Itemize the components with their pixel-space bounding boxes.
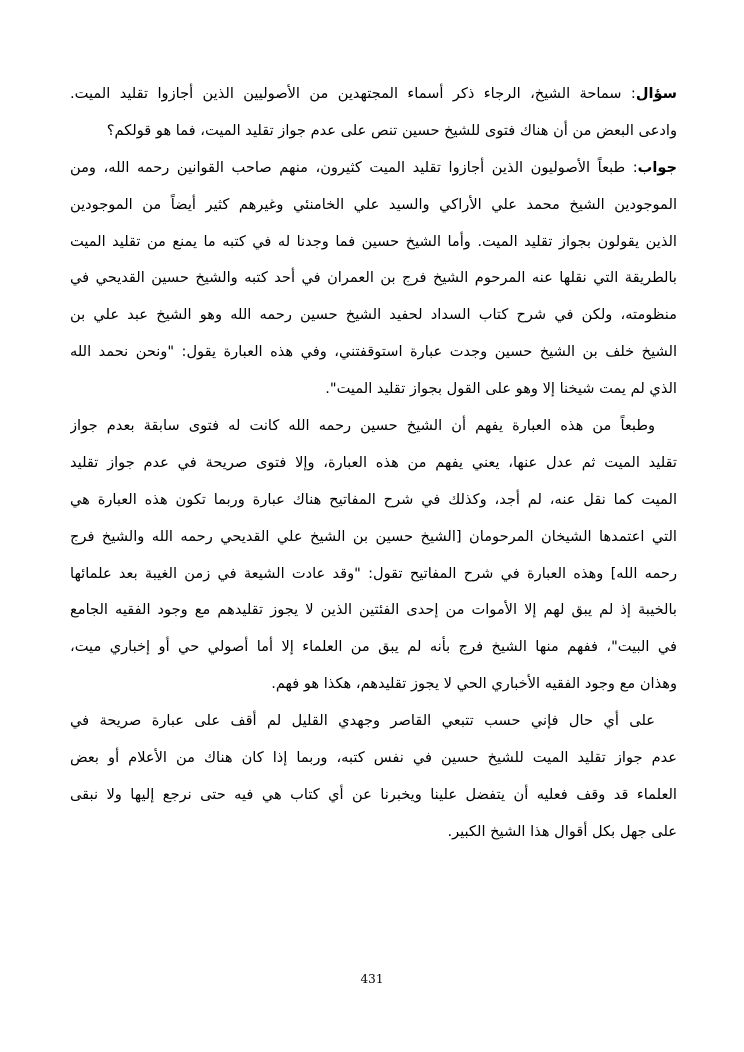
line-text: التي اعتمدها الشيخان المرحومان [الشيخ حسين بن الشيخ علي القديحي رحمه الله والشيخ فرج bbox=[70, 527, 677, 545]
question-line bbox=[70, 76, 677, 113]
text-line bbox=[70, 187, 677, 224]
line-text: تقليد الميت ثم عدل عنها، يعني يفهم من هذه العبارة، وإلا فتوى صريحة في عدم جواز تقليد bbox=[70, 453, 677, 471]
text-line bbox=[70, 334, 677, 371]
answer-line bbox=[70, 150, 677, 187]
line-text: وهذان مع وجود الفقيه الأخباري الحي لا يجوز تقليدهم، هكذا هو فهم. bbox=[271, 675, 677, 693]
text-line bbox=[70, 371, 677, 408]
line-text: على أي حال فإني حسب تتبعي القاصر وجهدي القليل لم أقف على عبارة صريحة في bbox=[70, 712, 655, 730]
line-text: عدم جواز تقليد الميت للشيخ حسين في نفس كتبه، وربما إذا كان هناك من الأعلام أو بعض bbox=[70, 749, 677, 767]
answer-label: جواب bbox=[637, 158, 677, 176]
question-text: : سماحة الشيخ، الرجاء ذكر أسماء المجتهدين من الأصوليين الذين أجازوا تقليد الميت. bbox=[70, 85, 636, 102]
line-text: رحمه الله] وهذه العبارة في شرح المفاتيح تقول: "وقد عادت الشيعة في زمن الغيبة بعد علمائها bbox=[70, 564, 677, 582]
answer-text: : طبعاً الأصوليون الذين أجازوا تقليد الميت كثيرون، منهم صاحب القوانين رحمه الله، ومن bbox=[70, 158, 638, 176]
line-text: في البيت"، ففهم منها الشيخ فرج بأنه لم يبق من العلماء إلا أما أصولي حي أو إخباري ميت، bbox=[70, 638, 677, 656]
text-line bbox=[70, 297, 677, 334]
text-line bbox=[70, 629, 677, 666]
line-text: الميت كما نقل عنه، لم أجد، وكذلك في شرح المفاتيح هناك عبارة وربما تكون هذه العبارة هي bbox=[70, 490, 677, 508]
text-line bbox=[70, 777, 677, 814]
text-line bbox=[70, 224, 677, 261]
line-text: منظومته، ولكن في شرح كتاب السداد لحفيد الشيخ حسين رحمه الله وهو الشيخ عبد علي بن bbox=[70, 306, 677, 324]
line-text: الذين يقولون بجواز تقليد الميت. وأما الشيخ حسين فما وجدنا له في كتبه ما يمنع من تقليد الميت bbox=[70, 232, 677, 250]
text-line bbox=[70, 592, 677, 629]
line-text: العلماء قد وقف فعليه أن يتفضل علينا ويخبرنا عن أي كتاب هي فيه حتى نرجع إليها ولا نبقى bbox=[70, 785, 677, 803]
text-line bbox=[70, 519, 677, 556]
page-number: 431 bbox=[360, 972, 384, 986]
line-text: الموجودين الشيخ محمد علي الأراكي والسيد علي الخامنئي وغيرهم كثير أيضاً من الموجودين bbox=[70, 195, 677, 213]
question-label: سؤال bbox=[635, 85, 677, 102]
text-line bbox=[70, 740, 677, 777]
line-text: بالطريقة التي نقلها عنه المرحوم الشيخ فرج بن العمران في أحد كتبه والشيخ حسين القديحي في bbox=[70, 269, 677, 287]
text-line bbox=[70, 260, 677, 297]
line-text: بالخيبة إذ لم يبق لهم إلا الأموات من إحدى الفئتين الذين لا يجوز تقليدهم مع وجود الفقيه الجامع bbox=[70, 601, 677, 619]
line-text: الذي لم يمت شيخنا إلا وهو على القول بجواز تقليد الميت". bbox=[325, 380, 677, 398]
line-text: وطبعاً من هذه العبارة يفهم أن الشيخ حسين رحمه الله كانت له فتوى سابقة بعدم جواز bbox=[70, 417, 655, 435]
text-line bbox=[70, 408, 677, 445]
text-line bbox=[70, 814, 677, 851]
line-text: وادعى البعض من أن هناك فتوى للشيخ حسين تنص على عدم جواز تقليد الميت، فما هو قولكم؟ bbox=[106, 121, 677, 139]
text-line bbox=[70, 113, 677, 150]
text-line bbox=[70, 666, 677, 703]
text-line bbox=[70, 703, 677, 740]
line-text: على جهل بكل أقوال هذا الشيخ الكبير. bbox=[447, 822, 677, 840]
text-line bbox=[70, 445, 677, 482]
page-body bbox=[70, 76, 677, 851]
text-line bbox=[70, 482, 677, 519]
text-line bbox=[70, 556, 677, 593]
line-text: الشيخ خلف بن الشيخ حسين وجدت عبارة استوقفتني، وفي هذه العبارة يقول: "ونحن نحمد الله bbox=[70, 343, 677, 361]
